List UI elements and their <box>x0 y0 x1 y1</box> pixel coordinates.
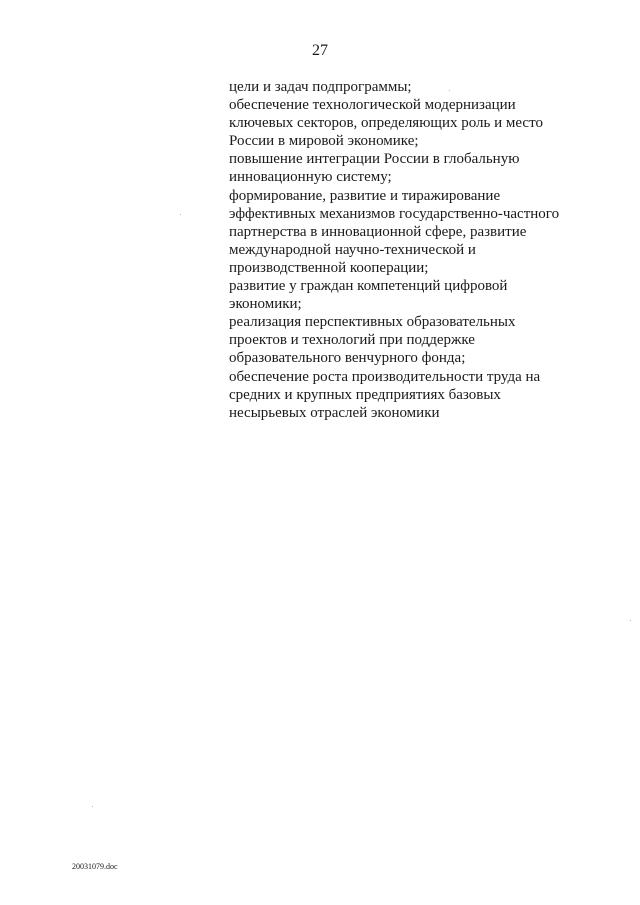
text-line: средних и крупных предприятиях базовых <box>229 386 501 403</box>
text-line: проектов и технологий при поддержке <box>229 332 475 349</box>
text-line: международной научно-технической и <box>229 241 476 258</box>
text-line: несырьевых отраслей экономики <box>229 404 440 421</box>
text-line: эффективных механизмов государственно-частного <box>229 205 560 222</box>
text-line: цели и задач подпрограммы; <box>229 79 412 95</box>
scan-speck <box>630 620 631 621</box>
text-line: партнерства в инновационной сфере, развитие <box>229 223 527 240</box>
text-line: обеспечение роста производительности труда на <box>229 368 541 385</box>
text-line: экономики; <box>229 296 302 313</box>
scan-speck <box>92 806 93 807</box>
text-line: реализация перспективных образовательных <box>229 314 516 331</box>
body-text <box>229 78 589 422</box>
text-line: обеспечение технологической модернизации <box>229 97 516 114</box>
text-line: производственной кооперации; <box>229 259 429 276</box>
text-line: повышение интеграции России в глобальную <box>229 151 520 168</box>
page-number: 27 <box>312 42 328 59</box>
text-line: инновационную систему; <box>229 169 392 186</box>
text-line: ключевых секторов, определяющих роль и место <box>229 115 543 132</box>
scan-speck <box>180 214 181 215</box>
text-line: формирование, развитие и тиражирование <box>229 187 501 204</box>
text-line: России в мировой экономике; <box>229 133 419 150</box>
footer-filename: 20031079.doc <box>72 862 118 871</box>
scan-speck <box>449 90 450 91</box>
text-line: образовательного венчурного фонда; <box>229 350 466 367</box>
text-line: развитие у граждан компетенций цифровой <box>229 278 508 295</box>
